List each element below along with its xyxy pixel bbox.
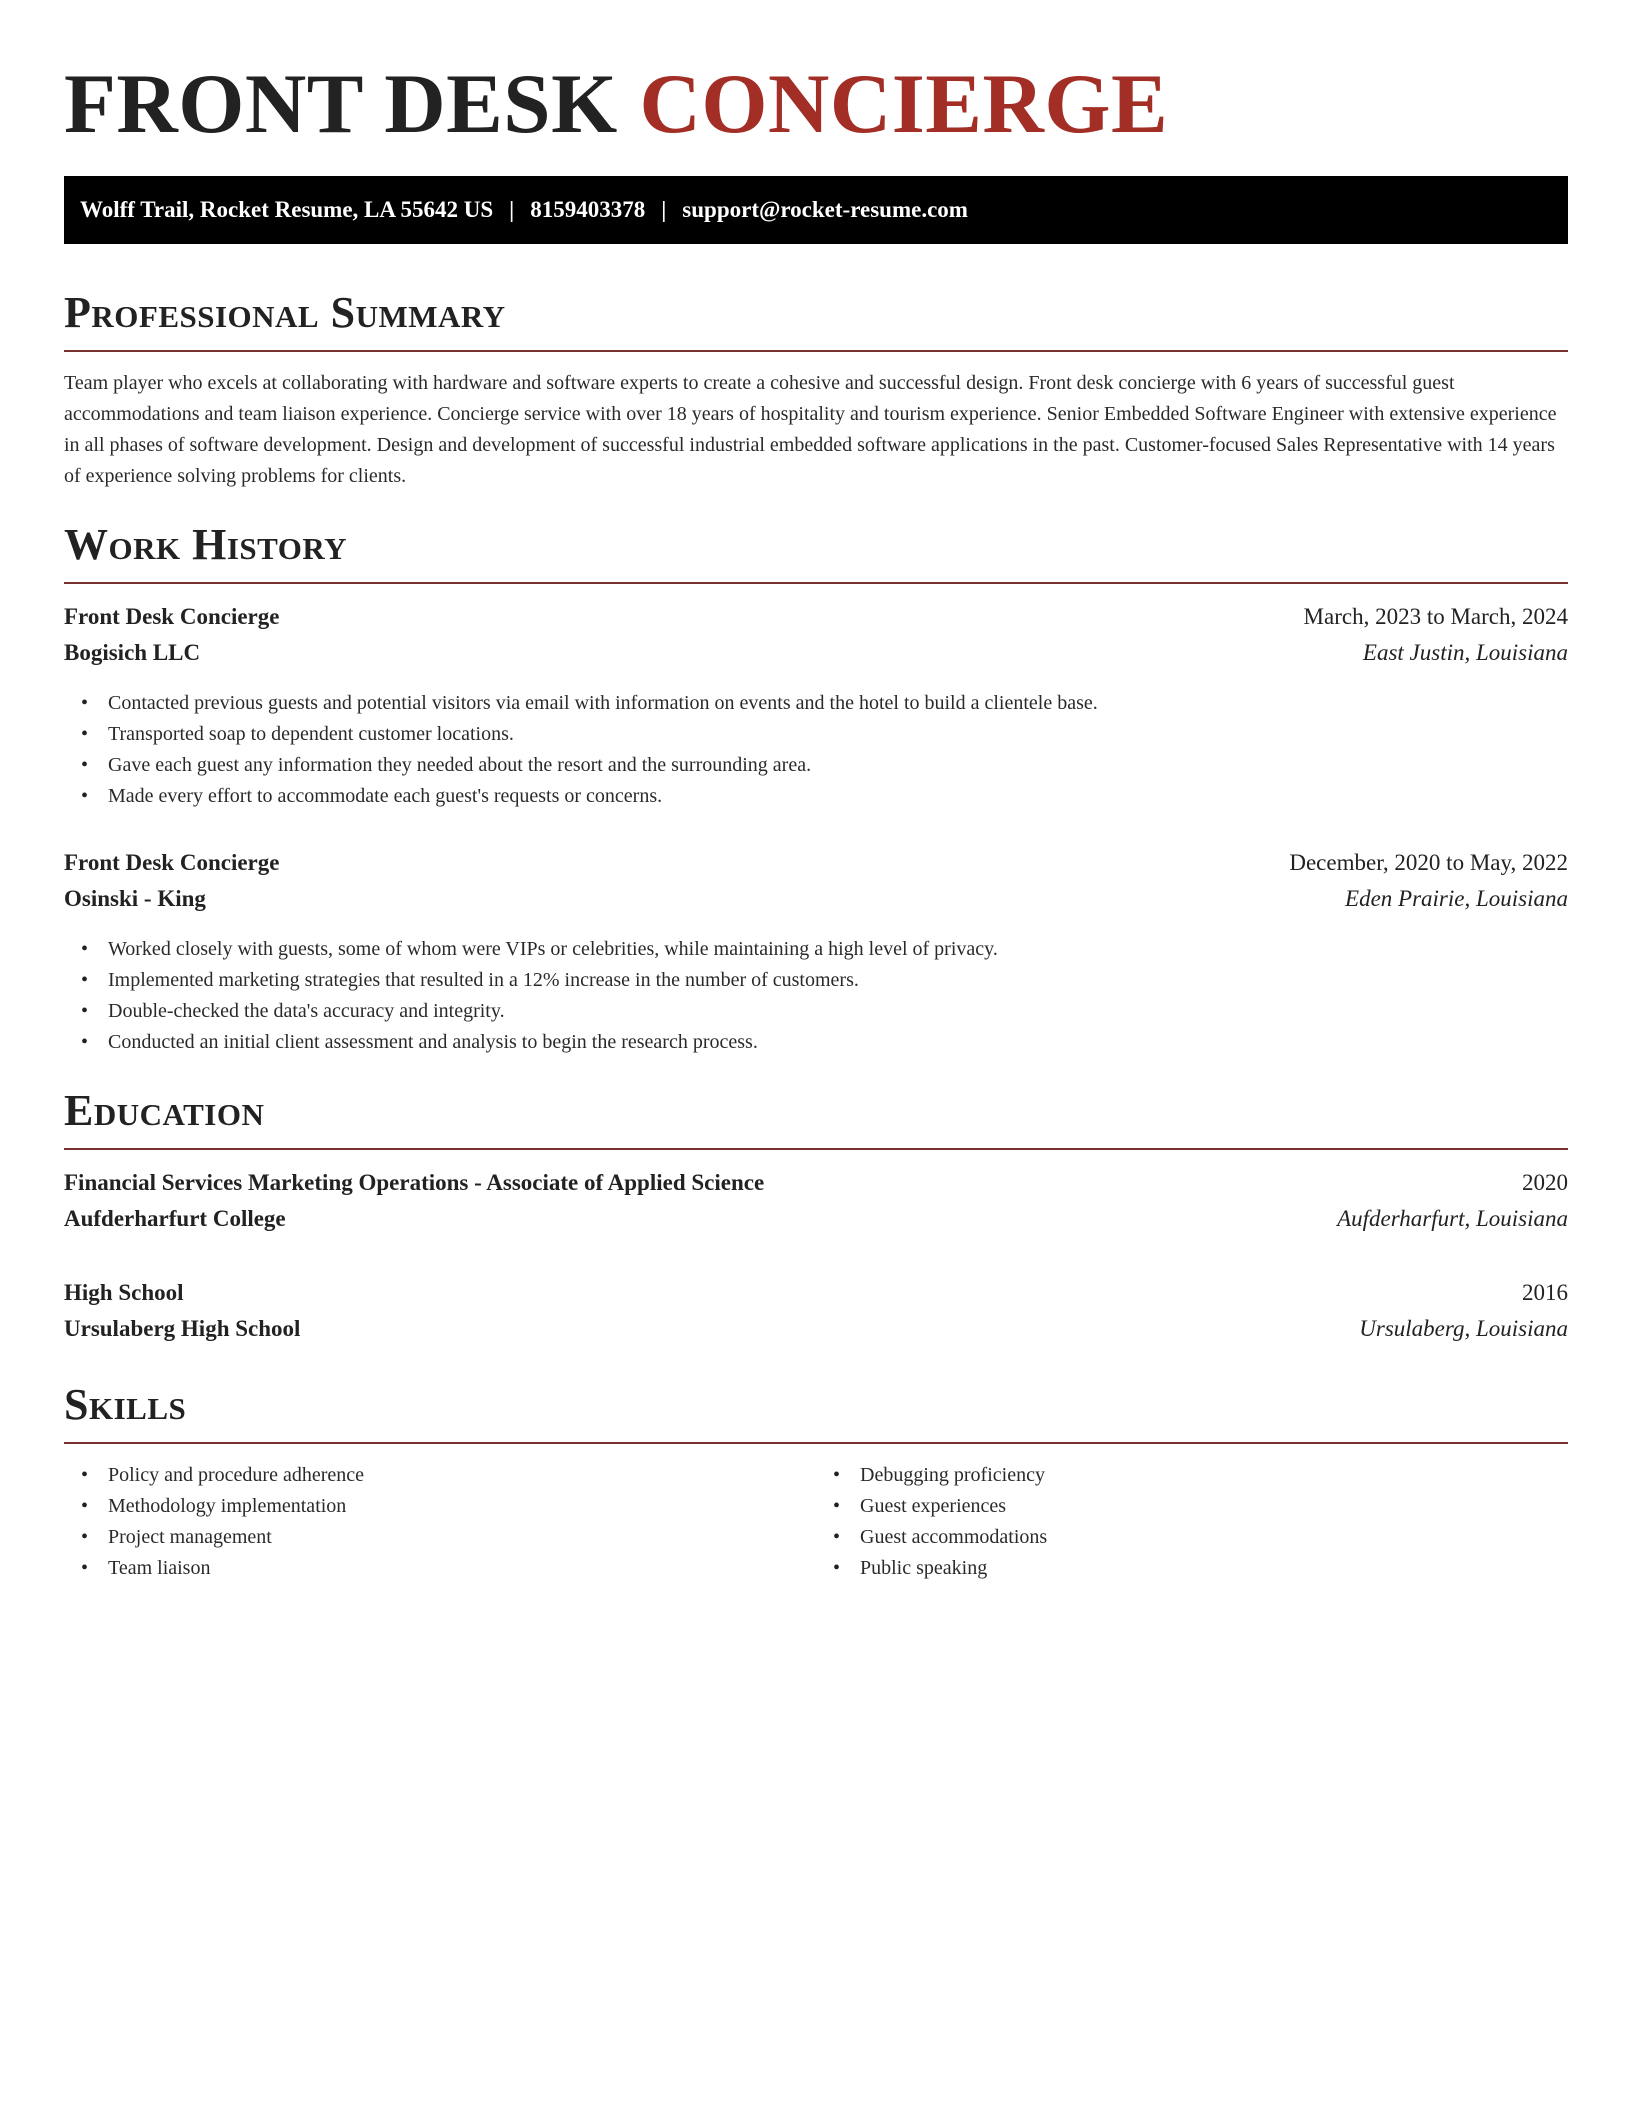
job-dates: March, 2023 to March, 2024 <box>1303 604 1568 629</box>
job-entry <box>64 604 1568 812</box>
education-school: Aufderharfurt College <box>64 1206 286 1231</box>
job-company-row <box>64 886 1568 922</box>
education-degree-row <box>64 1280 1568 1316</box>
contact-email: support@rocket-resume.com <box>682 197 968 222</box>
skills-grid <box>64 1460 1568 1584</box>
job-bullets <box>64 934 1568 1058</box>
contact-address: Wolff Trail, Rocket Resume, LA 55642 US <box>80 197 494 222</box>
skills-column-left <box>64 1460 816 1584</box>
resume-title <box>64 58 1568 150</box>
education-location: Ursulaberg, Louisiana <box>1359 1316 1568 1341</box>
education-section <box>64 1086 1568 1352</box>
job-title-row <box>64 850 1568 886</box>
skills-list <box>816 1460 1568 1584</box>
education-degree: Financial Services Marketing Operations - Associate of Applied Science <box>64 1170 765 1195</box>
job-company-row <box>64 640 1568 676</box>
contact-bar <box>64 176 1568 244</box>
skills-heading: Skills <box>64 1380 1568 1444</box>
job-bullet: • Conducted an initial client assessment and analysis to begin the research process. <box>108 1027 1568 1058</box>
skill-item: • Debugging proficiency <box>860 1460 1568 1491</box>
summary-section <box>64 288 1568 492</box>
title-accent-part: CONCIERGE <box>639 57 1169 151</box>
job-bullet: • Transported soap to dependent customer locations. <box>108 719 1568 750</box>
skill-item: • Guest experiences <box>860 1491 1568 1522</box>
summary-heading: Professional Summary <box>64 288 1568 352</box>
job-title: Front Desk Concierge <box>64 850 280 875</box>
contact-separator: | <box>661 197 667 222</box>
skill-item: • Team liaison <box>108 1553 816 1584</box>
education-entry <box>64 1170 1568 1242</box>
skills-column-right <box>816 1460 1568 1584</box>
job-dates: December, 2020 to May, 2022 <box>1289 850 1568 875</box>
work-history-section <box>64 520 1568 1058</box>
skill-item: • Policy and procedure adherence <box>108 1460 816 1491</box>
skill-item: • Methodology implementation <box>108 1491 816 1522</box>
job-entry <box>64 850 1568 1058</box>
education-school-row <box>64 1206 1568 1242</box>
skill-item: • Public speaking <box>860 1553 1568 1584</box>
job-bullet: • Double-checked the data's accuracy and integrity. <box>108 996 1568 1027</box>
education-entry <box>64 1280 1568 1352</box>
job-bullet: • Gave each guest any information they needed about the resort and the surrounding area. <box>108 750 1568 781</box>
education-degree: High School <box>64 1280 184 1305</box>
education-year: 2020 <box>1522 1170 1568 1195</box>
job-title: Front Desk Concierge <box>64 604 280 629</box>
job-bullet: • Worked closely with guests, some of whom were VIPs or celebrities, while maintaining a high level of privacy. <box>108 934 1568 965</box>
job-location: Eden Prairie, Louisiana <box>1345 886 1568 911</box>
job-bullet: • Implemented marketing strategies that resulted in a 12% increase in the number of customers. <box>108 965 1568 996</box>
work-history-heading: Work History <box>64 520 1568 584</box>
title-first-part: FRONT DESK <box>64 57 618 151</box>
contact-separator: | <box>509 197 515 222</box>
job-title-row <box>64 604 1568 640</box>
education-school: Ursulaberg High School <box>64 1316 301 1341</box>
job-location: East Justin, Louisiana <box>1362 640 1568 665</box>
job-bullets <box>64 688 1568 812</box>
education-heading: Education <box>64 1086 1568 1150</box>
contact-phone: 8159403378 <box>530 197 646 222</box>
education-location: Aufderharfurt, Louisiana <box>1337 1206 1568 1231</box>
skill-item: • Guest accommodations <box>860 1522 1568 1553</box>
summary-text: Team player who excels at collaborating with hardware and software experts to create a cohesive and successful design. Front desk concierge with 6 years of successful guest accommodations and team liaison experience. Concierge service with over 18 years of hospitality and tourism experience. Senior Embedded Software Engineer with extensive experience in all phases of software development. Design and development of successful industrial embedded software applications in the past. Customer-focused Sales Representative with 14 years of experience solving problems for clients. <box>64 372 1557 487</box>
education-degree-row <box>64 1170 1568 1206</box>
skill-item: • Project management <box>108 1522 816 1553</box>
skills-section <box>64 1380 1568 1584</box>
education-school-row <box>64 1316 1568 1352</box>
education-year: 2016 <box>1522 1280 1568 1305</box>
job-company: Osinski - King <box>64 886 206 911</box>
job-bullet: • Made every effort to accommodate each guest's requests or concerns. <box>108 781 1568 812</box>
skills-list <box>64 1460 816 1584</box>
job-company: Bogisich LLC <box>64 640 201 665</box>
job-bullet: • Contacted previous guests and potential visitors via email with information on events and the hotel to build a clientele base. <box>108 688 1568 719</box>
